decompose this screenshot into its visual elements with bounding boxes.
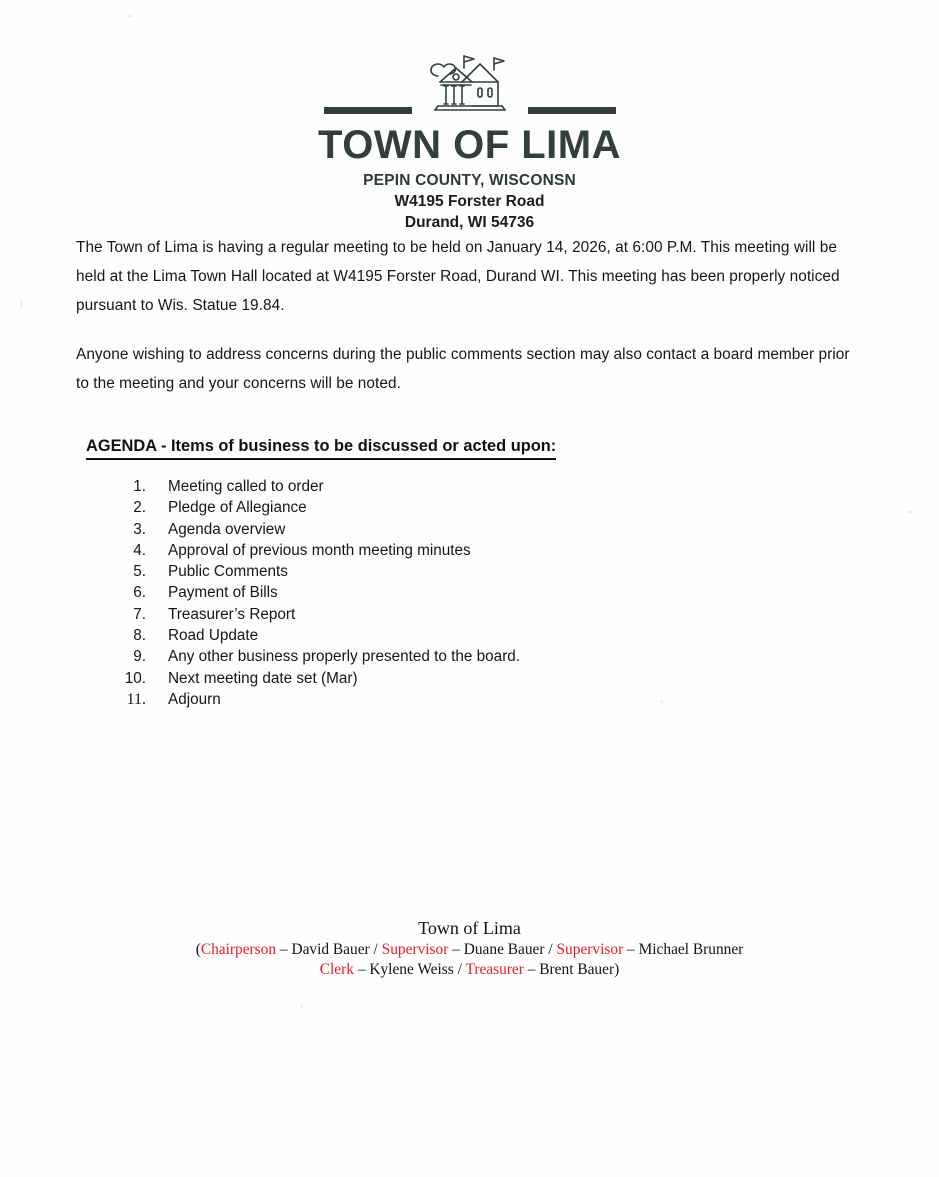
agenda-item-number: 3. (133, 520, 146, 538)
agenda-item-text: Adjourn (168, 690, 221, 708)
official-dash: – (448, 941, 464, 958)
agenda-item (76, 604, 861, 625)
agenda-item (76, 561, 861, 582)
agenda-item-number: 5. (133, 563, 146, 581)
agenda-item-text: Treasurer’s Report (168, 605, 296, 623)
county-subtitle: PEPIN COUNTY, WISCONSN (363, 172, 576, 189)
official-name: Duane Bauer (463, 941, 545, 958)
letterhead (0, 52, 939, 232)
agenda-item-list (76, 476, 861, 710)
official-name: Brent Bauer (539, 960, 615, 978)
agenda-item-number: 6. (133, 584, 146, 602)
logo-row (0, 52, 939, 120)
agenda-item-text: Public Comments (168, 563, 288, 581)
official-separator: / (369, 941, 382, 958)
official-separator: / (544, 941, 557, 958)
official-role: Clerk (319, 960, 354, 978)
official-dash: – (523, 960, 540, 978)
official-dash: – (276, 941, 292, 958)
address-line-2: Durand, WI 54736 (404, 214, 535, 231)
agenda-item-number: 10. (124, 669, 146, 687)
agenda-item-text: Agenda overview (168, 520, 286, 538)
official-role: Treasurer (465, 960, 524, 978)
document-footer (0, 916, 939, 979)
agenda-item-number: 1. (133, 478, 146, 495)
address-line-1: W4195 Forster Road (394, 193, 545, 210)
agenda-item (76, 668, 861, 689)
scan-artifact (300, 1005, 303, 1008)
board-members-line-2 (0, 960, 939, 980)
official-name: Kylene Weiss (369, 960, 454, 978)
agenda-item (76, 689, 861, 710)
agenda-item-number: 4. (133, 541, 146, 559)
scan-artifact (128, 15, 132, 18)
notice-paragraph-2: Anyone wishing to address concerns during the public comments section may also contact a board member prior to the meeting and your concerns will be noted. (76, 346, 850, 392)
agenda-item (76, 497, 861, 518)
agenda-item (76, 625, 861, 646)
official-role: Chairperson (200, 941, 277, 958)
footer-open-paren: ( (195, 941, 201, 958)
agenda-item-text: Meeting called to order (168, 478, 324, 495)
official-role: Supervisor (556, 941, 624, 958)
agenda-item (76, 519, 861, 540)
agenda-item-text: Road Update (168, 627, 259, 645)
agenda-heading-wrap (76, 418, 861, 468)
agenda-item-number: 9. (133, 648, 146, 666)
agenda-item-text: Payment of Bills (168, 584, 278, 602)
agenda-item (76, 582, 861, 603)
scan-artifact (20, 300, 23, 308)
official-dash: – (353, 960, 370, 978)
official-role: Supervisor (381, 941, 449, 958)
agenda-item-number: 11. (126, 690, 146, 708)
footer-organization: Town of Lima (418, 918, 521, 938)
notice-paragraph-1: The Town of Lima is having a regular meeting to be held on January 14, 2026, at 6:00 P.M. This meeting will be held at the Lima Town Hall located at W4195 Forster Road, Durand WI. This meeting has been properly noticed pursuant to Wis. Statue 19.84. (76, 239, 840, 314)
official-dash: – (623, 941, 639, 958)
logo-rule-left (324, 107, 412, 114)
agenda-item-text: Approval of previous month meeting minutes (168, 541, 471, 559)
official-separator: / (453, 960, 466, 978)
agenda-item (76, 540, 861, 561)
agenda-item-number: 8. (133, 627, 146, 645)
agenda-item-text: Any other business properly presented to the board. (168, 648, 521, 666)
official-name: Michael Brunner (638, 941, 744, 958)
scan-artifact (908, 510, 912, 514)
logo-rule-right (528, 107, 616, 114)
agenda-item-text: Pledge of Allegiance (168, 499, 307, 517)
official-name: David Bauer (291, 941, 370, 958)
agenda-heading: AGENDA - Items of business to be discussed or acted upon: (86, 435, 556, 460)
organization-title: TOWN OF LIMA (318, 123, 621, 167)
agenda-item (76, 476, 861, 497)
agenda-item (76, 646, 861, 667)
agenda-item-text: Next meeting date set (Mar) (168, 669, 358, 687)
agenda-item-number: 2. (133, 499, 146, 517)
town-hall-building-icon (418, 52, 522, 120)
board-members-line-1 (0, 940, 939, 960)
notice-body (76, 233, 861, 710)
agenda-item-number: 7. (133, 605, 146, 623)
footer-close-paren: ) (614, 960, 620, 978)
